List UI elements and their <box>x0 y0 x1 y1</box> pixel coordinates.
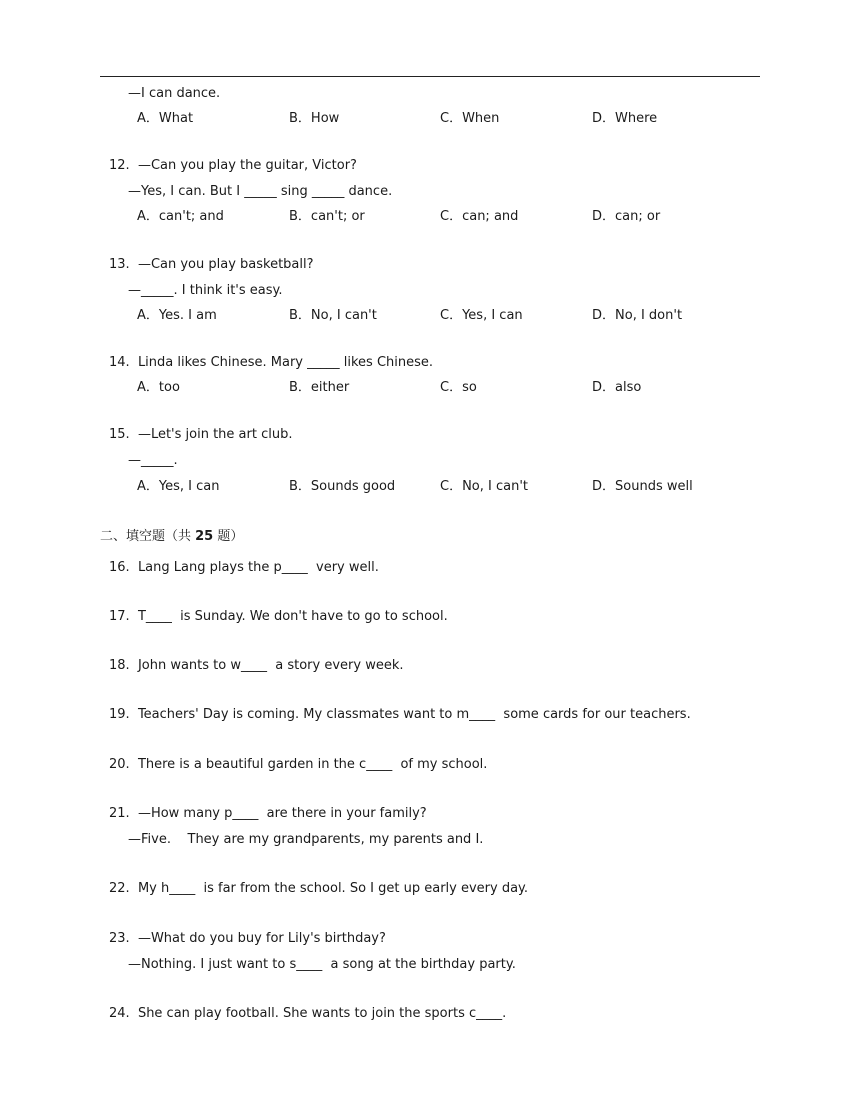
q14-option-a[interactable]: A．too <box>137 380 180 395</box>
q11-option-b[interactable]: B．How <box>289 111 340 126</box>
section-2-suffix: 题） <box>213 529 244 544</box>
q15-line2: —_____. <box>128 453 178 468</box>
section-2-prefix: 二、填空题（共 <box>100 529 196 544</box>
q12-option-c[interactable]: C．can; and <box>440 209 519 224</box>
fill-question-24: 24. She can play football. She wants to join the sports c____. <box>109 1006 507 1021</box>
q15-option-c[interactable]: C．No, I can't <box>440 479 529 494</box>
q14-option-d[interactable]: D．also <box>592 380 642 395</box>
q13-option-a[interactable]: A．Yes. I am <box>137 308 217 323</box>
fill-question-18: 18. John wants to w____ a story every week. <box>109 658 404 673</box>
q14-option-c[interactable]: C．so <box>440 380 477 395</box>
q14-option-b[interactable]: B．either <box>289 380 350 395</box>
fill-question-16: 16. Lang Lang plays the p____ very well. <box>109 560 379 575</box>
q12-option-b[interactable]: B．can't; or <box>289 209 365 224</box>
section-2-heading <box>100 529 243 545</box>
q15-option-d[interactable]: D．Sounds well <box>592 479 693 494</box>
q12-option-a[interactable]: A．can't; and <box>137 209 224 224</box>
q13-option-b[interactable]: B．No, I can't <box>289 308 377 323</box>
q11-option-c[interactable]: C．When <box>440 111 500 126</box>
q11-option-a[interactable]: A．What <box>137 111 194 126</box>
fill-question-21: 21. —How many p____ are there in your family? <box>109 806 427 821</box>
fill-question-20: 20. There is a beautiful garden in the c____ of my school. <box>109 757 488 772</box>
q12-line2: —Yes, I can. But I _____ sing _____ dance. <box>128 184 393 199</box>
q13-option-c[interactable]: C．Yes, I can <box>440 308 523 323</box>
q11-option-d[interactable]: D．Where <box>592 111 658 126</box>
header-rule <box>100 76 760 77</box>
q13-stem: 13. —Can you play basketball? <box>109 257 314 272</box>
q12-option-d[interactable]: D．can; or <box>592 209 661 224</box>
q13-option-d[interactable]: D．No, I don't <box>592 308 683 323</box>
fill-question-23: 23. —What do you buy for Lily's birthday? <box>109 931 386 946</box>
fill-question-19: 19. Teachers' Day is coming. My classmates want to m____ some cards for our teachers. <box>109 707 691 722</box>
q15-option-b[interactable]: B．Sounds good <box>289 479 396 494</box>
fill-question-17: 17. T____ is Sunday. We don't have to go to school. <box>109 609 448 624</box>
fill-question-23-line2: —Nothing. I just want to s____ a song at the birthday party. <box>128 957 516 972</box>
section-2-count: 25 <box>195 529 214 544</box>
q15-stem: 15. —Let's join the art club. <box>109 427 293 442</box>
q15-option-a[interactable]: A．Yes, I can <box>137 479 220 494</box>
q12-stem: 12. —Can you play the guitar, Victor? <box>109 158 357 173</box>
q13-line2: —_____. I think it's easy. <box>128 283 283 298</box>
fill-question-21-line2: —Five. They are my grandparents, my parents and I. <box>128 832 484 847</box>
q14-stem: 14. Linda likes Chinese. Mary _____ likes Chinese. <box>109 355 434 370</box>
q11-answer-line: —I can dance. <box>128 86 221 101</box>
fill-question-22: 22. My h____ is far from the school. So I get up early every day. <box>109 881 529 896</box>
